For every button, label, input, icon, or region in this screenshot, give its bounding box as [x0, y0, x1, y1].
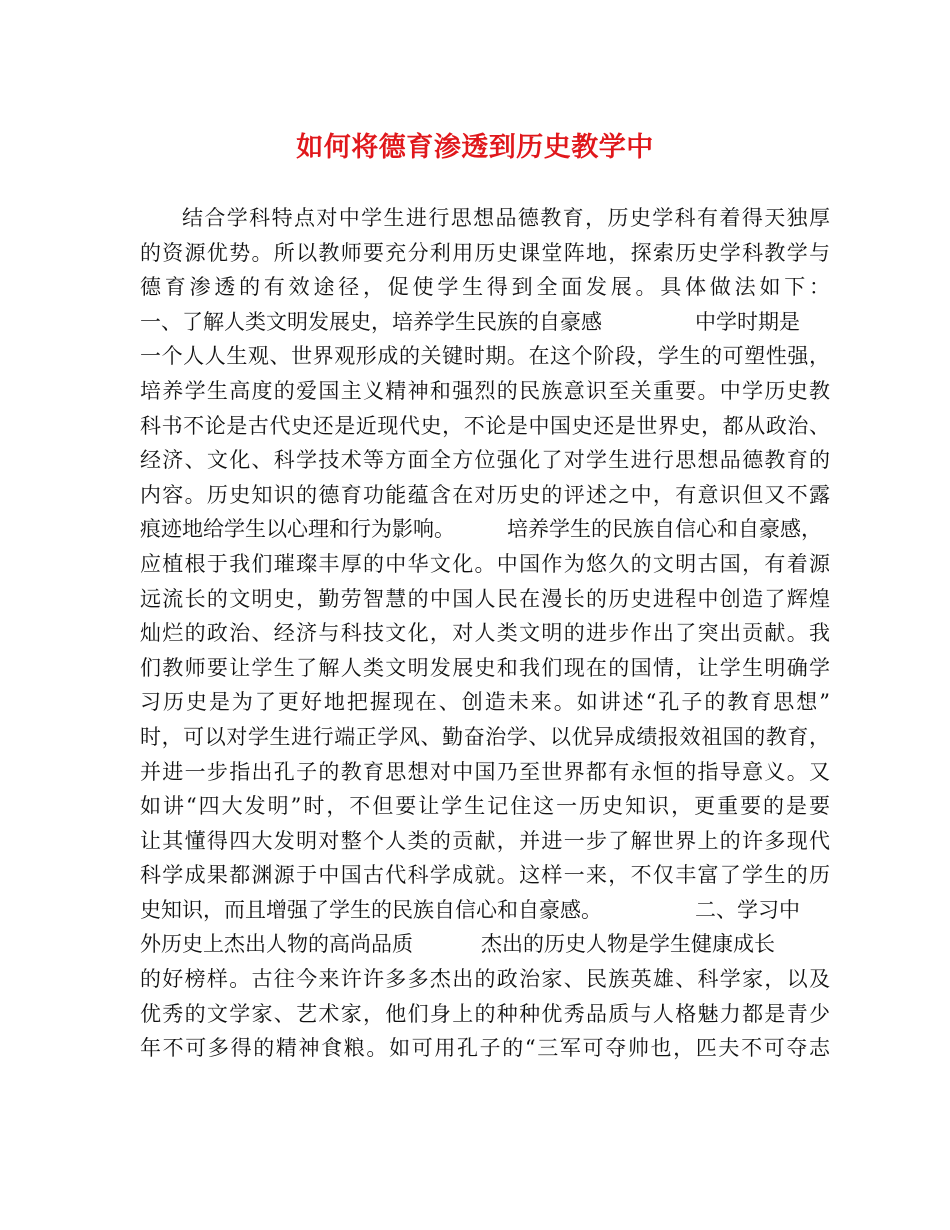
paragraph-line: 让其懂得四大发明对整个人类的贡献，并进一步了解世界上的许多现代	[140, 828, 830, 853]
paragraph-line: 科书不论是古代史还是近现代史，不论是中国史还是世界史，都从政治、	[140, 413, 830, 438]
paragraph-line	[140, 893, 830, 928]
document-body	[140, 201, 830, 1066]
paragraph-line: 内容。历史知识的德育功能蕴含在对历史的评述之中，有意识但又不露	[140, 482, 830, 507]
paragraph-line: 优秀的文学家、艺术家，他们身上的种种优秀品质与人格魅力都是青少	[140, 1001, 830, 1026]
paragraph-line: 的好榜样。古往今来许许多多杰出的政治家、民族英雄、科学家，以及	[140, 967, 830, 992]
paragraph-text: 史知识，而且增强了学生的民族自信心和自豪感。	[140, 897, 602, 922]
paragraph-line: 灿烂的政治、经济与科技文化，对人类文明的进步作出了突出贡献。我	[140, 621, 830, 646]
paragraph-line: 时，可以对学生进行端正学风、勤奋治学、以优异成绩报效祖国的教育，	[140, 724, 830, 749]
paragraph-line: 结合学科特点对中学生进行思想品德教育，历史学科有着得天独厚	[182, 206, 830, 230]
paragraph-line	[140, 927, 830, 962]
paragraph-line: 们教师要让学生了解人类文明发展史和我们现在的国情，让学生明确学	[140, 655, 830, 680]
paragraph-text: 痕迹地给学生以心理和行为影响。	[140, 517, 455, 542]
section-heading-2-start: 二、学习中	[695, 897, 800, 922]
paragraph-line: 应植根于我们璀璨丰厚的中华文化。中国作为悠久的文明古国，有着源	[140, 551, 830, 576]
paragraph-line: 的资源优势。所以教师要充分利用历史课堂阵地，探索历史学科教学与	[140, 240, 830, 265]
section-heading-1: 一、了解人类文明发展史，培养学生民族的自豪感	[140, 309, 602, 334]
paragraph-line: 德育渗透的有效途径，促使学生得到全面发展。具体做法如下：	[140, 275, 830, 300]
paragraph-line	[140, 512, 830, 547]
paragraph-text: 中学时期是	[695, 309, 800, 334]
paragraph-line: 培养学生高度的爱国主义精神和强烈的民族意识至关重要。中学历史教	[140, 378, 830, 403]
paragraph-line: 如讲“四大发明”时，不但要让学生记住这一历史知识，更重要的是要	[140, 794, 830, 819]
paragraph-line: 远流长的文明史，勤劳智慧的中国人民在漫长的历史进程中创造了辉煌	[140, 586, 830, 611]
paragraph-line: 经济、文化、科学技术等方面全方位强化了对学生进行思想品德教育的	[140, 448, 830, 473]
paragraph-line: 科学成果都渊源于中国古代科学成就。这样一来，不仅丰富了学生的历	[140, 863, 830, 888]
paragraph-line	[140, 305, 830, 340]
paragraph-line: 一个人人生观、世界观形成的关键时期。在这个阶段，学生的可塑性强，	[140, 344, 830, 369]
paragraph-text: 培养学生的民族自信心和自豪感，	[507, 517, 822, 542]
paragraph-line: 并进一步指出孔子的教育思想对中国乃至世界都有永恒的指导意义。又	[140, 759, 830, 784]
paragraph-line: 习历史是为了更好地把握现在、创造未来。如讲述“孔子的教育思想”	[140, 690, 830, 715]
section-heading-2-end: 外历史上杰出人物的高尚品质	[140, 932, 413, 957]
document-title: 如何将德育渗透到历史教学中	[296, 132, 654, 163]
paragraph-text: 杰出的历史人物是学生健康成长	[481, 932, 775, 957]
paragraph-line: 年不可多得的精神食粮。如可用孔子的“三军可夺帅也，匹夫不可夺志	[140, 1036, 830, 1061]
